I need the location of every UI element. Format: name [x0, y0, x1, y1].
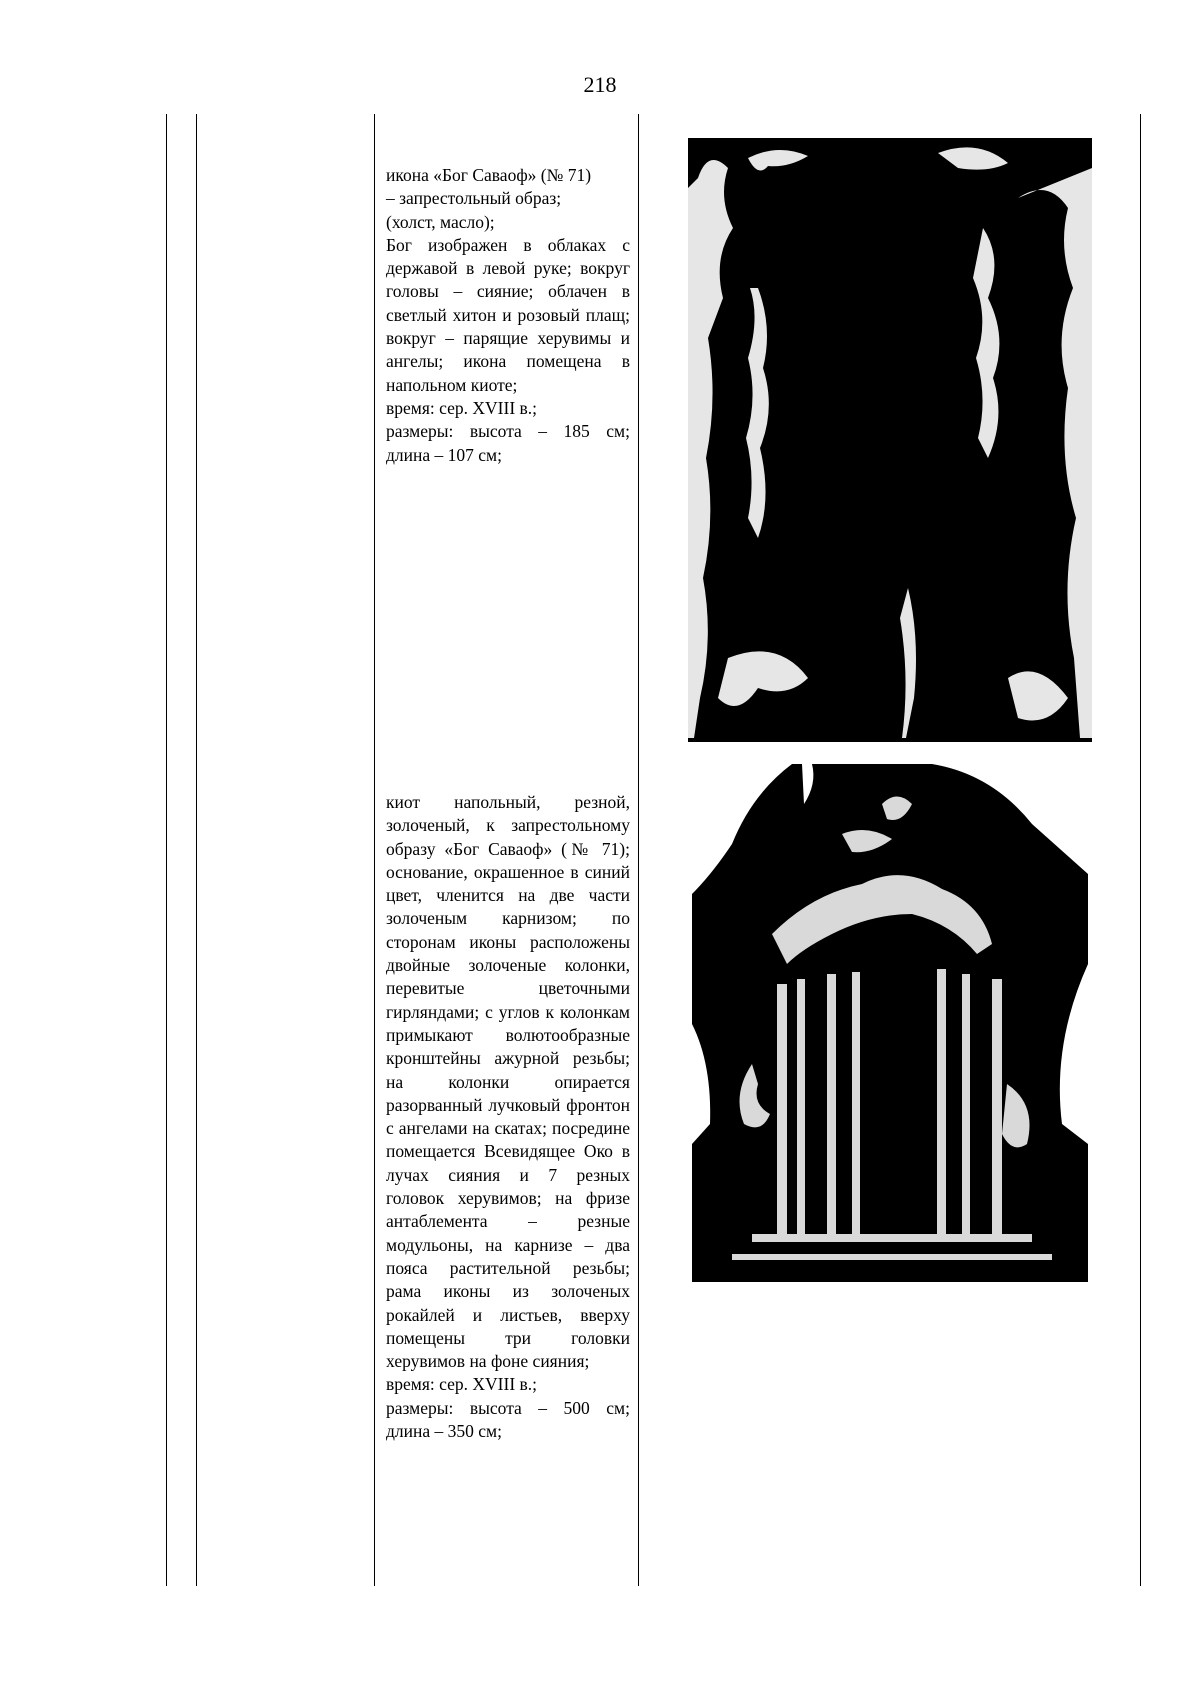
entry-2-dimensions: размеры: высота – 500 см; длина – 350 см; [386, 1397, 630, 1442]
entry-1-subtitle: – запрестольный образ; [386, 188, 562, 209]
entry-2-description [386, 791, 630, 1443]
carved-kiot-photo [692, 764, 1088, 1282]
page-number: 218 [583, 72, 617, 97]
entry-1-description [386, 164, 630, 467]
entry-1-dimensions: размеры: высота – 185 см; длина – 107 см; [386, 421, 630, 465]
icon-in-carved-frame-photo [688, 138, 1092, 742]
table-border-right [1140, 114, 1141, 1586]
entry-1-title: икона «Бог Саваоф» (№ 71) [386, 165, 592, 185]
table-border-left-inner [196, 114, 197, 1586]
entry-2-date: время: сер. XVIII в.; [386, 1374, 538, 1395]
entry-1-date: время: сер. XVIII в.; [386, 397, 538, 418]
entry-1-body: Бог изображен в облаках с державой в левой руке; вокруг головы – сияние; облачен в светлый хитон и розовый плащ; вокруг – парящие херувимы и ангелы; икона помещена в напольном киоте; [386, 234, 630, 395]
entry-1-material: (холст, масло); [386, 211, 495, 232]
table-border-col3 [638, 114, 639, 1586]
entry-2-body: киот напольный, резной, золоченый, к запрестольному образу «Бог Саваоф» (№ 71); основание, окрашенное в синий цвет, членится на две части золоченым карнизом; по сторонам иконы расположены двойные золоченые колонки, перевитые цветочными гирляндами; с углов к колонкам примыкают волютообразные кронштейны ажурной резьбы; на колонки опирается разорванный лучковый фронтон с ангелами на скатах; посредине помещается Всевидящее Око в лучах сияния и 7 резных головок херувимов; на фризе антаблемента – резные модульоны, на карнизе – два пояса растительной резьбы; рама иконы из золоченых рокайлей и листьев, вверху помещены три головки херувимов на фоне сияния; [386, 792, 630, 1372]
table-border-col2 [374, 114, 375, 1586]
table-border-left-outer [166, 114, 167, 1586]
